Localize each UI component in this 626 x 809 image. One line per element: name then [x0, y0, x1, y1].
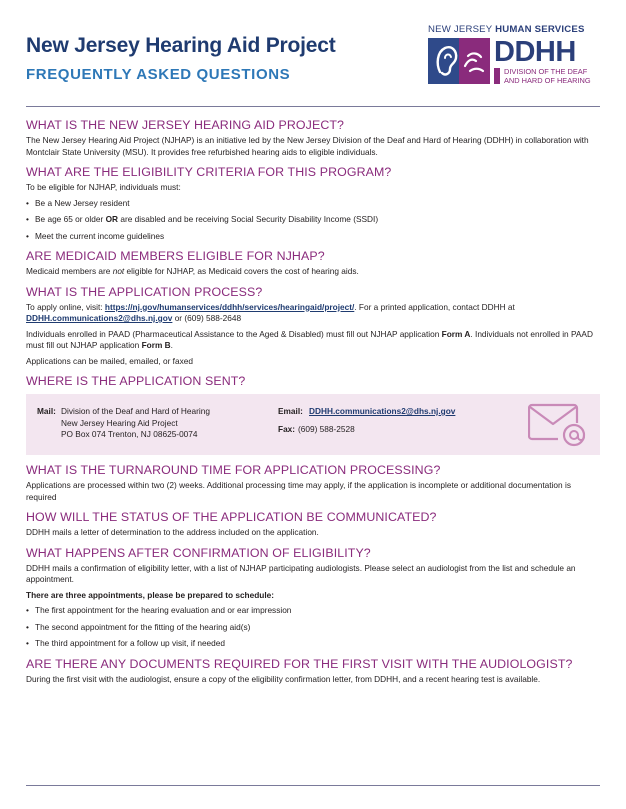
- appointments-list: [26, 605, 600, 650]
- answer-text: Applications are processed within two (2) weeks. Additional processing time may apply, if the application is incomplete or additional documentation is required: [26, 480, 571, 502]
- question-heading: ARE THERE ANY DOCUMENTS REQUIRED FOR THE FIRST VISIT WITH THE AUDIOLOGIST?: [26, 656, 573, 671]
- answer-text: [26, 329, 600, 352]
- list-item: • Meet the current income guidelines: [26, 231, 600, 243]
- logo-division-text: [504, 68, 591, 85]
- answer-segment: Individuals enrolled in PAAD (Pharmaceutical Assistance to the Aged & Disabled) must fill out NJHAP application: [26, 328, 442, 339]
- question-heading: ARE MEDICAID MEMBERS ELIGIBLE FOR NJHAP?: [26, 249, 325, 263]
- list-item: • Be a New Jersey resident: [26, 198, 600, 210]
- answer-segment: .: [170, 340, 173, 350]
- list-item-text: Be age 65 or older: [35, 214, 106, 224]
- question-heading: WHAT IS THE NEW JERSEY HEARING AID PROJECT?: [26, 118, 345, 132]
- logo-agency-line: [428, 24, 585, 35]
- logo-division-line1: DIVISION OF THE DEAF: [504, 67, 588, 76]
- answer-segment: or (609) 588-2648: [172, 313, 242, 323]
- email-link[interactable]: DDHH.communications2@dhs.nj.gov: [309, 406, 456, 416]
- logo-division-line2: AND HARD OF HEARING: [504, 75, 591, 85]
- logo-accent-bar: [494, 68, 500, 84]
- fax-number: (609) 588-2528: [298, 424, 355, 434]
- list-item: • The second appointment for the fitting of the hearing aid(s): [26, 622, 600, 634]
- logo-ddhh-text: DDHH: [494, 36, 576, 68]
- answer-text: [26, 302, 600, 325]
- ear-hands-svg: [428, 38, 490, 84]
- question-heading: WHAT IS THE APPLICATION PROCESS?: [26, 284, 263, 299]
- page-title: New Jersey Hearing Aid Project: [26, 34, 336, 57]
- application-link[interactable]: https://nj.gov/humanservices/ddhh/services/hearingaid/project/: [104, 301, 355, 312]
- list-item: • The third appointment for a follow up visit, if needed: [26, 638, 600, 650]
- answer-segment: To apply online, visit:: [26, 301, 105, 312]
- list-item-bold: OR: [105, 214, 119, 224]
- question-heading: WHAT IS THE TURNAROUND TIME FOR APPLICATION PROCESSING?: [26, 463, 441, 477]
- answer-text: To be eligible for NJHAP, individuals must:: [26, 182, 181, 192]
- answer-emphasis: not: [112, 266, 125, 276]
- answer-segment: eligible for NJHAP, as Medicaid covers the cost of hearing aids.: [124, 266, 359, 276]
- question-heading: HOW WILL THE STATUS OF THE APPLICATION BE COMMUNICATED?: [26, 510, 437, 524]
- form-b-label: Form B: [141, 340, 171, 350]
- email-label: Email:: [278, 406, 303, 416]
- address-line: Division of the Deaf and Hard of Hearing: [61, 406, 210, 416]
- answer-segment: . Individuals not enrolled in PAAD must fill out NJHAP application: [26, 328, 593, 350]
- faq-content: [26, 118, 600, 689]
- address-line: New Jersey Hearing Aid Project: [61, 417, 178, 428]
- question-heading: WHAT ARE THE ELIGIBILITY CRITERIA FOR THIS PROGRAM?: [26, 165, 392, 179]
- header-divider: [26, 106, 600, 107]
- answer-segment: . For a printed application, contact DDHH at: [354, 301, 515, 312]
- eligibility-list: [26, 198, 600, 243]
- answer-text: DDHH mails a confirmation of eligibility letter, with a list of NJHAP participating audiologists. Please select an audiologist from the list and schedule an appointment.: [26, 562, 576, 584]
- address-line: PO Box 074 Trenton, NJ 08625-0074: [61, 429, 198, 439]
- envelope-at-icon: [528, 403, 588, 447]
- answer-text: DDHH mails a letter of determination to the address included on the application.: [26, 527, 319, 537]
- answer-text: The New Jersey Hearing Aid Project (NJHAP) is an initiative led by the New Jersey Division of the Deaf and Hard of Hearing (DDHH) in collaboration with Montclair State University (MSU). It provides free refurbished hearing aids to eligible individuals.: [26, 135, 589, 157]
- footer-divider: [26, 785, 600, 786]
- question-heading: WHERE IS THE APPLICATION SENT?: [26, 374, 246, 388]
- list-item: [26, 214, 600, 226]
- ear-hands-icon: [428, 38, 490, 84]
- fax-label: Fax:: [278, 424, 296, 434]
- answer-text: During the first visit with the audiologist, ensure a copy of the eligibility confirmation letter, from DDHH, and a recent hearing test is available.: [26, 673, 541, 684]
- answer-text: [26, 266, 600, 278]
- contact-panel: [26, 394, 600, 455]
- mail-address: [61, 406, 210, 441]
- contact-email-link[interactable]: DDHH.communications2@dhs.nj.gov: [26, 313, 173, 323]
- list-item: • The first appointment for the hearing evaluation and or ear impression: [26, 605, 600, 617]
- logo-agency-prefix: NEW JERSEY: [428, 24, 496, 35]
- answer-text-bold: There are three appointments, please be prepared to schedule:: [26, 589, 275, 600]
- question-heading: WHAT HAPPENS AFTER CONFIRMATION OF ELIGIBILITY?: [26, 545, 371, 560]
- list-item-text: are disabled and be receiving Social Security Disability Income (SSDI): [118, 214, 379, 224]
- page-subtitle: FREQUENTLY ASKED QUESTIONS: [26, 66, 291, 83]
- form-a-label: Form A: [441, 328, 471, 339]
- mail-label: Mail:: [37, 406, 56, 416]
- answer-text: Applications can be mailed, emailed, or faxed: [26, 355, 193, 366]
- nj-human-services-logo: [428, 24, 604, 86]
- logo-agency-bold: HUMAN SERVICES: [495, 24, 585, 35]
- answer-segment: Medicaid members are: [26, 266, 113, 276]
